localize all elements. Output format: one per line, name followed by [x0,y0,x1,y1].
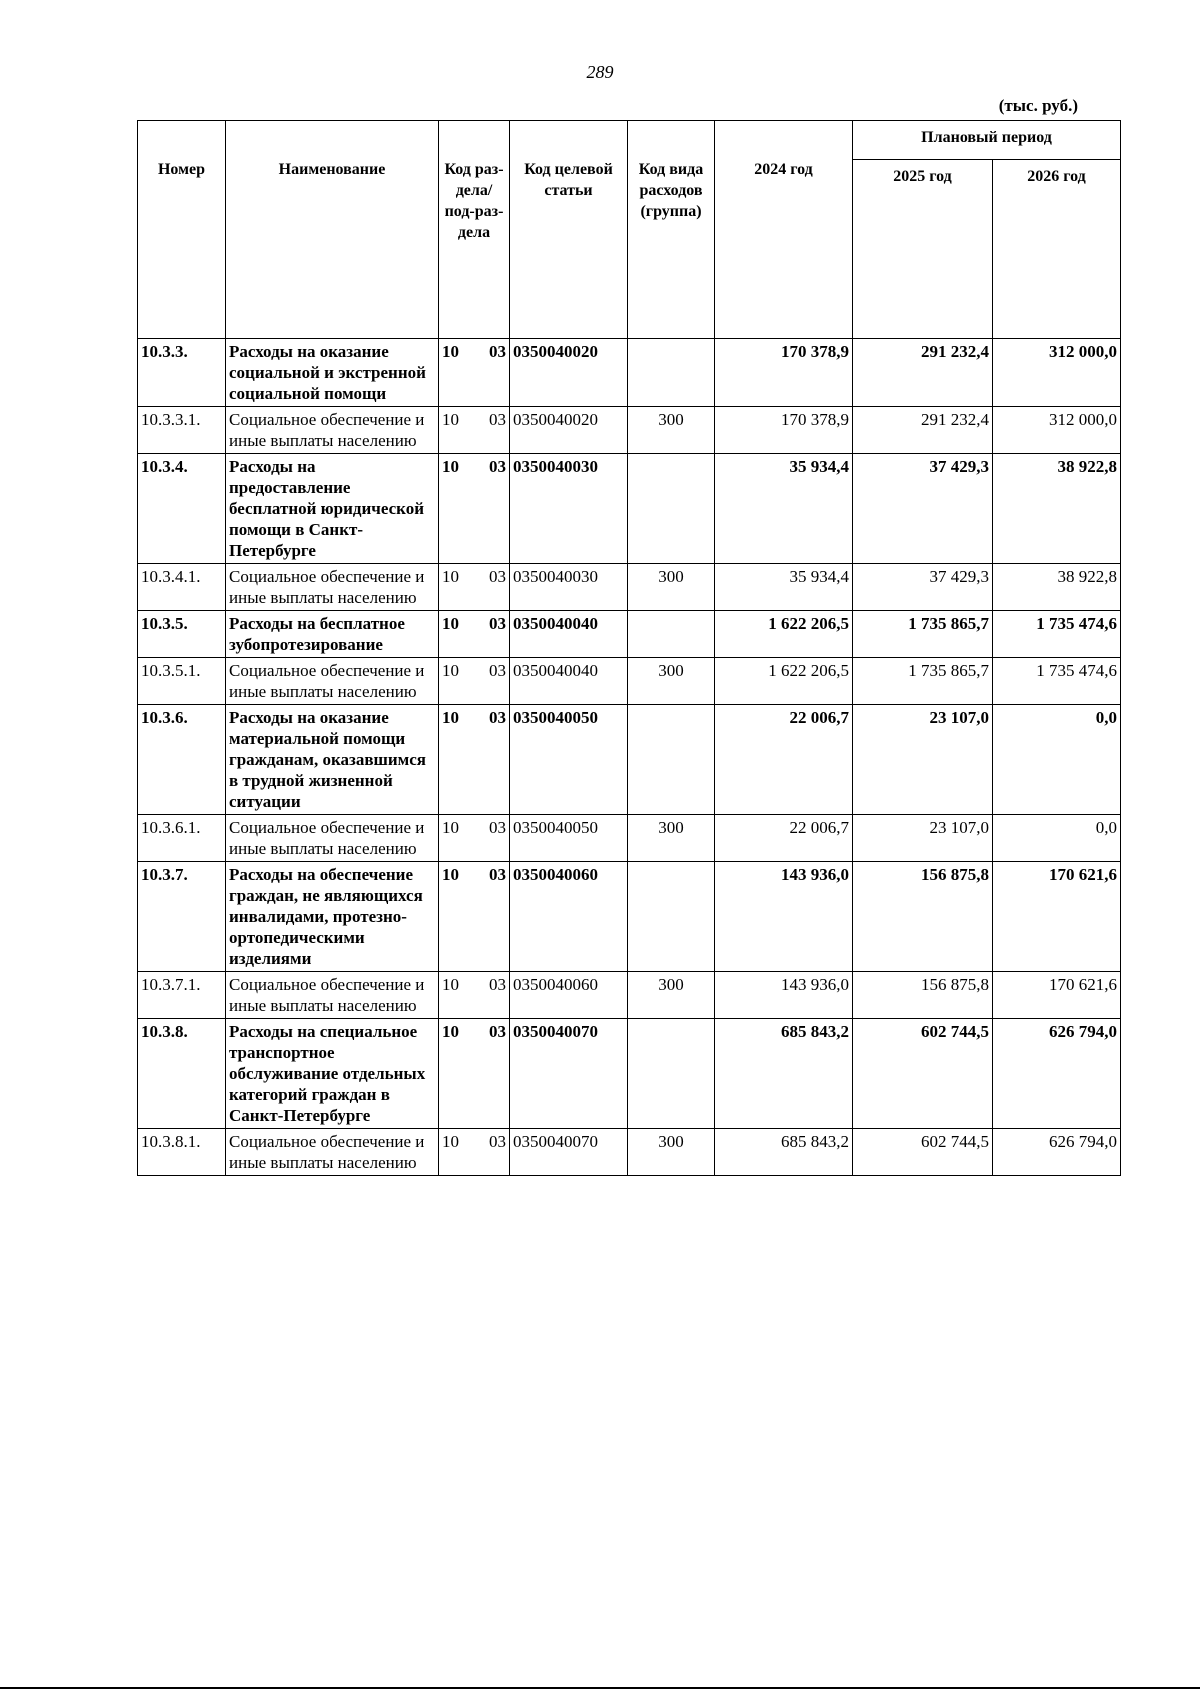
row-amount-2024: 35 934,4 [715,454,853,564]
row-amount-2026: 170 621,6 [993,862,1121,972]
row-amount-2025: 602 744,5 [853,1019,993,1129]
row-target-code: 0350040040 [510,658,628,705]
section-code: 10 [442,708,459,727]
table-row [138,1129,1121,1176]
row-section-code [439,564,510,611]
row-amount-2024: 143 936,0 [715,972,853,1019]
row-name: Социальное обеспечение и иные выплаты населению [226,658,439,705]
row-amount-2024: 170 378,9 [715,339,853,407]
row-section-code [439,658,510,705]
row-amount-2024: 22 006,7 [715,815,853,862]
section-code: 10 [442,457,459,476]
row-amount-2025: 23 107,0 [853,815,993,862]
page-number: 289 [586,62,614,82]
row-amount-2026: 626 794,0 [993,1019,1121,1129]
header-planned-period: Плановый период [853,121,1121,160]
header-section-code: Код раз-дела/ под-раз-дела [439,121,510,339]
row-target-code: 0350040030 [510,454,628,564]
table-row [138,862,1121,972]
row-target-code: 0350040050 [510,815,628,862]
row-section-code [439,705,510,815]
section-code: 10 [442,614,459,633]
table-row [138,972,1121,1019]
table-row [138,339,1121,407]
row-amount-2025: 156 875,8 [853,862,993,972]
row-name: Социальное обеспечение и иные выплаты населению [226,564,439,611]
subsection-code: 03 [489,457,506,476]
header-2026: 2026 год [993,160,1121,339]
row-expense-type [628,705,715,815]
row-number: 10.3.3.1. [138,407,226,454]
row-target-code: 0350040040 [510,611,628,658]
table-row [138,564,1121,611]
section-code: 10 [442,567,459,586]
row-amount-2026: 0,0 [993,705,1121,815]
row-expense-type: 300 [628,1129,715,1176]
row-amount-2024: 1 622 206,5 [715,658,853,705]
header-target-code: Код целевой статьи [510,121,628,339]
row-amount-2025: 291 232,4 [853,339,993,407]
section-code: 10 [442,865,459,884]
table-row [138,658,1121,705]
subsection-code: 03 [489,975,506,994]
row-target-code: 0350040070 [510,1129,628,1176]
bottom-rule [0,1687,1200,1689]
section-code: 10 [442,818,459,837]
row-target-code: 0350040050 [510,705,628,815]
row-section-code [439,815,510,862]
row-amount-2024: 143 936,0 [715,862,853,972]
section-code: 10 [442,1132,459,1151]
row-name: Расходы на бесплатное зубопротезирование [226,611,439,658]
header-2024: 2024 год [715,121,853,339]
table-row [138,1019,1121,1129]
row-amount-2025: 1 735 865,7 [853,658,993,705]
row-amount-2026: 0,0 [993,815,1121,862]
row-section-code [439,454,510,564]
row-number: 10.3.3. [138,339,226,407]
row-expense-type [628,862,715,972]
row-section-code [439,972,510,1019]
subsection-code: 03 [489,614,506,633]
row-amount-2025: 602 744,5 [853,1129,993,1176]
row-expense-type: 300 [628,564,715,611]
row-amount-2026: 312 000,0 [993,339,1121,407]
row-name: Расходы на оказание социальной и экстренной социальной помощи [226,339,439,407]
row-amount-2025: 291 232,4 [853,407,993,454]
row-expense-type [628,454,715,564]
row-amount-2024: 685 843,2 [715,1019,853,1129]
units-label: (тыс. руб.) [998,96,1078,115]
table-body [138,339,1121,1176]
row-expense-type: 300 [628,658,715,705]
row-number: 10.3.8. [138,1019,226,1129]
row-expense-type [628,339,715,407]
subsection-code: 03 [489,1022,506,1041]
header-expense-type: Код вида расходов (группа) [628,121,715,339]
row-amount-2024: 685 843,2 [715,1129,853,1176]
row-target-code: 0350040060 [510,972,628,1019]
row-number: 10.3.8.1. [138,1129,226,1176]
subsection-code: 03 [489,818,506,837]
row-expense-type: 300 [628,407,715,454]
row-amount-2025: 1 735 865,7 [853,611,993,658]
row-name: Социальное обеспечение и иные выплаты населению [226,407,439,454]
row-section-code [439,339,510,407]
subsection-code: 03 [489,567,506,586]
row-name: Расходы на специальное транспортное обслуживание отдельных категорий граждан в Санкт-Петербурге [226,1019,439,1129]
row-amount-2025: 37 429,3 [853,564,993,611]
budget-table [137,120,1121,1176]
row-amount-2026: 626 794,0 [993,1129,1121,1176]
row-amount-2026: 1 735 474,6 [993,658,1121,705]
row-number: 10.3.4. [138,454,226,564]
row-target-code: 0350040060 [510,862,628,972]
row-name: Социальное обеспечение и иные выплаты населению [226,815,439,862]
row-name: Расходы на оказание материальной помощи гражданам, оказавшимся в трудной жизненной ситуации [226,705,439,815]
row-number: 10.3.6. [138,705,226,815]
row-expense-type: 300 [628,972,715,1019]
subsection-code: 03 [489,342,506,361]
row-amount-2026: 38 922,8 [993,454,1121,564]
table-row [138,815,1121,862]
section-code: 10 [442,975,459,994]
row-amount-2026: 170 621,6 [993,972,1121,1019]
row-section-code [439,407,510,454]
header-name: Наименование [226,121,439,339]
section-code: 10 [442,342,459,361]
row-target-code: 0350040070 [510,1019,628,1129]
table-row [138,705,1121,815]
row-name: Социальное обеспечение и иные выплаты населению [226,972,439,1019]
row-number: 10.3.5. [138,611,226,658]
subsection-code: 03 [489,661,506,680]
row-number: 10.3.7. [138,862,226,972]
row-expense-type: 300 [628,815,715,862]
row-target-code: 0350040020 [510,407,628,454]
row-amount-2024: 35 934,4 [715,564,853,611]
section-code: 10 [442,410,459,429]
row-section-code [439,1129,510,1176]
row-section-code [439,862,510,972]
row-name: Расходы на обеспечение граждан, не являющихся инвалидами, протезно-ортопедическими изделиями [226,862,439,972]
row-number: 10.3.6.1. [138,815,226,862]
header-2025: 2025 год [853,160,993,339]
row-number: 10.3.7.1. [138,972,226,1019]
section-code: 10 [442,1022,459,1041]
subsection-code: 03 [489,410,506,429]
row-number: 10.3.4.1. [138,564,226,611]
row-expense-type [628,611,715,658]
subsection-code: 03 [489,865,506,884]
row-number: 10.3.5.1. [138,658,226,705]
table-row [138,407,1121,454]
subsection-code: 03 [489,1132,506,1151]
row-amount-2026: 38 922,8 [993,564,1121,611]
row-section-code [439,1019,510,1129]
row-amount-2026: 312 000,0 [993,407,1121,454]
row-amount-2025: 23 107,0 [853,705,993,815]
row-name: Расходы на предоставление бесплатной юридической помощи в Санкт-Петербурге [226,454,439,564]
row-amount-2026: 1 735 474,6 [993,611,1121,658]
row-target-code: 0350040020 [510,339,628,407]
row-amount-2024: 22 006,7 [715,705,853,815]
table-row [138,611,1121,658]
row-expense-type [628,1019,715,1129]
row-section-code [439,611,510,658]
row-amount-2025: 37 429,3 [853,454,993,564]
row-amount-2024: 170 378,9 [715,407,853,454]
row-amount-2024: 1 622 206,5 [715,611,853,658]
subsection-code: 03 [489,708,506,727]
row-target-code: 0350040030 [510,564,628,611]
row-name: Социальное обеспечение и иные выплаты населению [226,1129,439,1176]
header-number: Номер [138,121,226,339]
table-row [138,454,1121,564]
row-amount-2025: 156 875,8 [853,972,993,1019]
section-code: 10 [442,661,459,680]
